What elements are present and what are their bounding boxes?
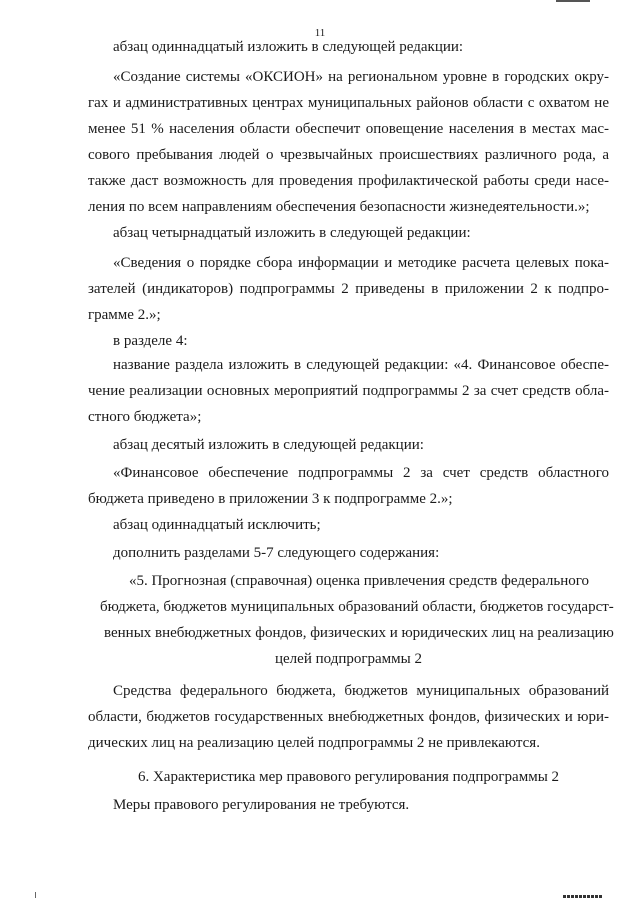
text-line: также даст возможность для проведения профилактической работы среди насе- bbox=[88, 173, 609, 189]
text-line: абзац одиннадцатый исключить; bbox=[113, 517, 321, 533]
text-line: гах и административных центрах муниципальных районов области с охватом не bbox=[88, 95, 609, 111]
text-line: «Создание системы «ОКСИОН» на региональном уровне в городских окру- bbox=[113, 69, 609, 85]
section-heading-line: целей подпрограммы 2 bbox=[275, 651, 422, 667]
scan-mark-bottom-left bbox=[35, 892, 36, 898]
text-line: «Сведения о порядке сбора информации и методике расчета целевых пока- bbox=[113, 255, 609, 271]
text-line: ления по всем направлениям обеспечения безопасности жизнедеятельности.»; bbox=[88, 199, 590, 215]
text-line: название раздела изложить в следующей редакции: «4. Финансовое обеспе- bbox=[113, 357, 609, 373]
text-line: в разделе 4: bbox=[113, 333, 188, 349]
text-line: области, бюджетов государственных внебюджетных фондов, физических и юри- bbox=[88, 709, 609, 725]
text-line: бюджета приведено в приложении 3 к подпрограмме 2.»; bbox=[88, 491, 453, 507]
text-line: чение реализации основных мероприятий подпрограммы 2 за счет средств обла- bbox=[88, 383, 609, 399]
text-line: Меры правового регулирования не требуются. bbox=[113, 797, 410, 813]
text-line: грамме 2.»; bbox=[88, 307, 161, 323]
text-line: абзац одиннадцатый изложить в следующей редакции: bbox=[113, 39, 464, 55]
text-line: зателей (индикаторов) подпрограммы 2 приведены в приложении 2 к подпро- bbox=[88, 281, 609, 297]
section-heading: 6. Характеристика мер правового регулирования подпрограммы 2 bbox=[137, 769, 560, 785]
text-line: сового пребывания людей о чрезвычайных происшествиях различного рода, а bbox=[88, 147, 609, 163]
section-heading-line: венных внебюджетных фондов, физических и юридических лиц на реализацию bbox=[104, 625, 614, 641]
text-line: дополнить разделами 5-7 следующего содержания: bbox=[113, 545, 440, 561]
text-line: абзац четырнадцатый изложить в следующей редакции: bbox=[113, 225, 471, 241]
text-line: Средства федерального бюджета, бюджетов муниципальных образований bbox=[113, 683, 609, 699]
text-line: дических лиц на реализацию целей подпрограммы 2 не привлекаются. bbox=[88, 735, 540, 751]
scan-mark-top bbox=[556, 0, 590, 2]
text-line: менее 51 % населения области обеспечит оповещение населения в местах мас- bbox=[88, 121, 609, 137]
section-heading-line: бюджета, бюджетов муниципальных образований области, бюджетов государст- bbox=[100, 599, 614, 615]
section-heading-line: «5. Прогнозная (справочная) оценка привлечения средств федерального bbox=[128, 573, 590, 589]
barcode-mark bbox=[563, 895, 603, 898]
page-number: 11 bbox=[314, 27, 326, 39]
text-line: «Финансовое обеспечение подпрограммы 2 за счет средств областного bbox=[113, 465, 609, 481]
text-line: абзац десятый изложить в следующей редакции: bbox=[113, 437, 424, 453]
text-line: стного бюджета»; bbox=[88, 409, 202, 425]
